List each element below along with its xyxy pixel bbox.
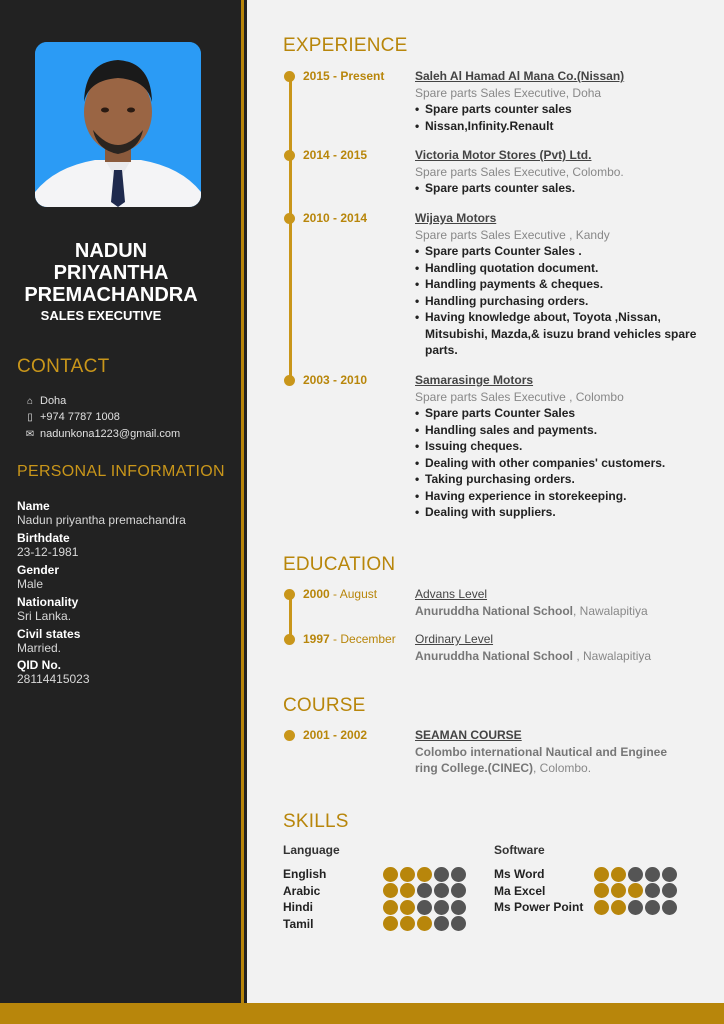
software-heading: Software (494, 843, 545, 857)
course-date: 2001 - 2002 (303, 728, 368, 742)
rating-dot-empty (662, 883, 677, 898)
home-icon: ⌂ (26, 395, 34, 407)
skill-name: Ms Word (494, 867, 545, 881)
education-timeline (289, 594, 292, 639)
info-value: Male (17, 577, 44, 591)
exp-bullet: • Dealing with other companies' customers. (415, 455, 705, 472)
rating-dot-filled (628, 883, 643, 898)
language-heading: Language (283, 843, 340, 857)
edu-entry (415, 586, 705, 619)
edu-date (303, 632, 396, 646)
contact-email[interactable] (24, 428, 180, 440)
contact-heading: CONTACT (17, 356, 110, 377)
exp-company: Saleh Al Hamad Al Mana Co.(Nissan) (415, 69, 625, 83)
exp-bullet: • Issuing cheques. (415, 438, 705, 455)
skill-name: Ma Excel (494, 883, 546, 898)
skill-row (494, 884, 694, 898)
rating-dot-filled (400, 900, 415, 915)
footer-bar (0, 1003, 724, 1024)
skill-name: English (283, 867, 327, 881)
rating-dot-empty (451, 900, 466, 915)
skill-name: Hindi (283, 900, 313, 914)
timeline-dot (284, 634, 295, 645)
course-name: SEAMAN COURSE (415, 728, 522, 742)
skill-name: Tamil (283, 916, 314, 931)
location-text: Doha (40, 395, 67, 407)
info-birthdate (17, 531, 232, 559)
personal-info-heading: PERSONAL INFORMATION (17, 463, 225, 480)
exp-bullet: • Having experience in storekeeping. (415, 488, 705, 505)
exp-bullet: • Spare parts Counter Sales . (415, 243, 705, 260)
course-institute-line1: Colombo international Nautical and Enginee (415, 744, 668, 759)
experience-timeline (289, 76, 292, 381)
phone-icon: ▯ (27, 411, 33, 423)
edu-date (303, 587, 377, 601)
name-line-1: NADUN (74, 240, 148, 262)
exp-role: Spare parts Sales Executive, Doha (415, 85, 602, 100)
exp-bullet: • Handling payments & cheques. (415, 276, 705, 293)
info-value: Married. (17, 641, 62, 655)
rating-dot-empty (451, 883, 466, 898)
info-value: Nadun priyantha premachandra (17, 513, 186, 527)
exp-company: Victoria Motor Stores (Pvt) Ltd. (415, 148, 592, 162)
exp-entry (415, 68, 705, 134)
rating-dot-empty (662, 867, 677, 882)
rating-dot-empty (645, 867, 660, 882)
exp-bullet: • Spare parts Counter Sales (415, 405, 705, 422)
rating-dot-filled (400, 867, 415, 882)
exp-role: Spare parts Sales Executive , Kandy (415, 227, 610, 242)
course-entry (415, 727, 705, 777)
info-civil-status (17, 627, 232, 655)
skill-rating (594, 867, 677, 882)
rating-dot-empty (417, 883, 432, 898)
edu-entry (415, 631, 705, 664)
exp-entry (415, 372, 705, 521)
full-name (0, 240, 222, 306)
rating-dot-filled (594, 900, 609, 915)
exp-bullet: • Spare parts counter sales (415, 101, 705, 118)
exp-bullet: • Handling quotation document. (415, 260, 705, 277)
exp-company: Wijaya Motors (415, 211, 497, 225)
edu-school: Anuruddha National School (415, 648, 573, 663)
info-value: 28114415023 (17, 672, 90, 686)
exp-date: 2010 - 2014 (303, 211, 368, 225)
rating-dot-empty (451, 916, 466, 931)
rating-dot-empty (434, 900, 449, 915)
skill-name: Ms Power Point (494, 900, 584, 914)
skill-rating (383, 883, 466, 898)
exp-role: Spare parts Sales Executive , Colombo (415, 389, 624, 404)
edu-year: 2000 (303, 587, 330, 601)
edu-year: 1997 (303, 632, 330, 646)
rating-dot-filled (383, 916, 398, 931)
email-text[interactable]: nadunkona1223@gmail.com (40, 428, 181, 440)
exp-entry (415, 210, 705, 359)
rating-dot-empty (645, 883, 660, 898)
rating-dot-filled (417, 867, 432, 882)
rating-dot-filled (383, 900, 398, 915)
sidebar-edge (240, 0, 247, 1024)
edu-school: Anuruddha National School (415, 603, 573, 618)
rating-dot-empty (662, 900, 677, 915)
exp-date: 2015 - Present (303, 69, 385, 83)
edu-place: , Nawalapitiya (573, 603, 648, 618)
job-title: SALES EXECUTIVE (40, 308, 162, 323)
info-label: QID No. (17, 658, 61, 672)
timeline-dot (284, 730, 295, 741)
exp-role: Spare parts Sales Executive, Colombo. (415, 164, 624, 179)
skills-heading: SKILLS (283, 811, 349, 832)
gold-divider (241, 0, 244, 1004)
rating-dot-empty (451, 867, 466, 882)
course-heading: COURSE (283, 695, 366, 716)
skill-rating (594, 900, 677, 915)
timeline-dot (284, 150, 295, 161)
skill-name: Arabic (283, 883, 321, 898)
rating-dot-empty (628, 867, 643, 882)
exp-date: 2014 - 2015 (303, 148, 368, 162)
skill-rating (594, 883, 677, 898)
timeline-dot (284, 375, 295, 386)
rating-dot-empty (417, 900, 432, 915)
timeline-dot (284, 213, 295, 224)
rating-dot-empty (628, 900, 643, 915)
info-value: Sri Lanka. (17, 609, 72, 623)
experience-heading: EXPERIENCE (283, 35, 408, 56)
info-value: 23-12-1981 (17, 545, 79, 559)
exp-bullet: • Handling sales and payments. (415, 422, 705, 439)
rating-dot-empty (645, 900, 660, 915)
name-line-3: PREMACHANDRA (24, 284, 198, 306)
rating-dot-empty (434, 883, 449, 898)
exp-bullet: • Dealing with suppliers. (415, 504, 705, 521)
exp-bullet: • Spare parts counter sales. (415, 180, 705, 197)
info-label: Nationality (17, 595, 79, 609)
edu-level: Advans Level (415, 587, 488, 601)
edu-month: - August (333, 587, 378, 601)
exp-entry (415, 147, 705, 197)
edu-month: - December (333, 632, 396, 646)
exp-bullet: • Nissan,Infinity.Renault (415, 118, 705, 135)
rating-dot-filled (383, 883, 398, 898)
rating-dot-filled (611, 900, 626, 915)
skill-row (494, 900, 694, 914)
contact-phone (24, 411, 120, 423)
phone-text: +974 7787 1008 (40, 411, 120, 423)
skill-rating (383, 867, 466, 882)
exp-bullet: • Taking purchasing orders. (415, 471, 705, 488)
info-nationality (17, 595, 232, 623)
edu-level: Ordinary Level (415, 632, 494, 646)
course-place: , Colombo. (533, 761, 592, 775)
rating-dot-filled (400, 916, 415, 931)
profile-photo (35, 42, 201, 207)
info-label: Gender (17, 563, 60, 577)
rating-dot-filled (594, 883, 609, 898)
timeline-dot (284, 71, 295, 82)
skill-row (283, 900, 483, 914)
skill-rating (383, 916, 466, 931)
timeline-dot (284, 589, 295, 600)
rating-dot-filled (383, 867, 398, 882)
education-heading: EDUCATION (283, 554, 396, 575)
exp-bullet: • Handling purchasing orders. (415, 293, 705, 310)
info-qid (17, 658, 232, 686)
rating-dot-filled (594, 867, 609, 882)
rating-dot-filled (417, 916, 432, 931)
info-label: Civil states (17, 627, 81, 641)
name-line-2: PRIYANTHA (53, 262, 169, 284)
skill-row (494, 867, 694, 881)
rating-dot-empty (434, 867, 449, 882)
rating-dot-filled (611, 867, 626, 882)
exp-bullet: • Having knowledge about, Toyota ,Nissan, Mitsubishi, Mazda,& isuzu brand vehicles spare parts. (415, 309, 705, 359)
skill-row (283, 884, 483, 898)
info-gender (17, 563, 232, 591)
rating-dot-empty (434, 916, 449, 931)
exp-company: Samarasinge Motors (415, 373, 534, 387)
course-institute-line2: ring College.(CINEC) (415, 761, 534, 775)
skill-row (283, 867, 483, 881)
rating-dot-filled (400, 883, 415, 898)
info-name (17, 499, 232, 527)
envelope-icon: ✉ (25, 428, 35, 440)
skill-row (283, 917, 483, 931)
info-label: Name (17, 499, 50, 513)
exp-date: 2003 - 2010 (303, 373, 368, 387)
info-label: Birthdate (17, 531, 70, 545)
edu-place: , Nawalapitiya (573, 648, 652, 663)
contact-location (24, 395, 66, 407)
rating-dot-filled (611, 883, 626, 898)
skill-rating (383, 900, 466, 915)
